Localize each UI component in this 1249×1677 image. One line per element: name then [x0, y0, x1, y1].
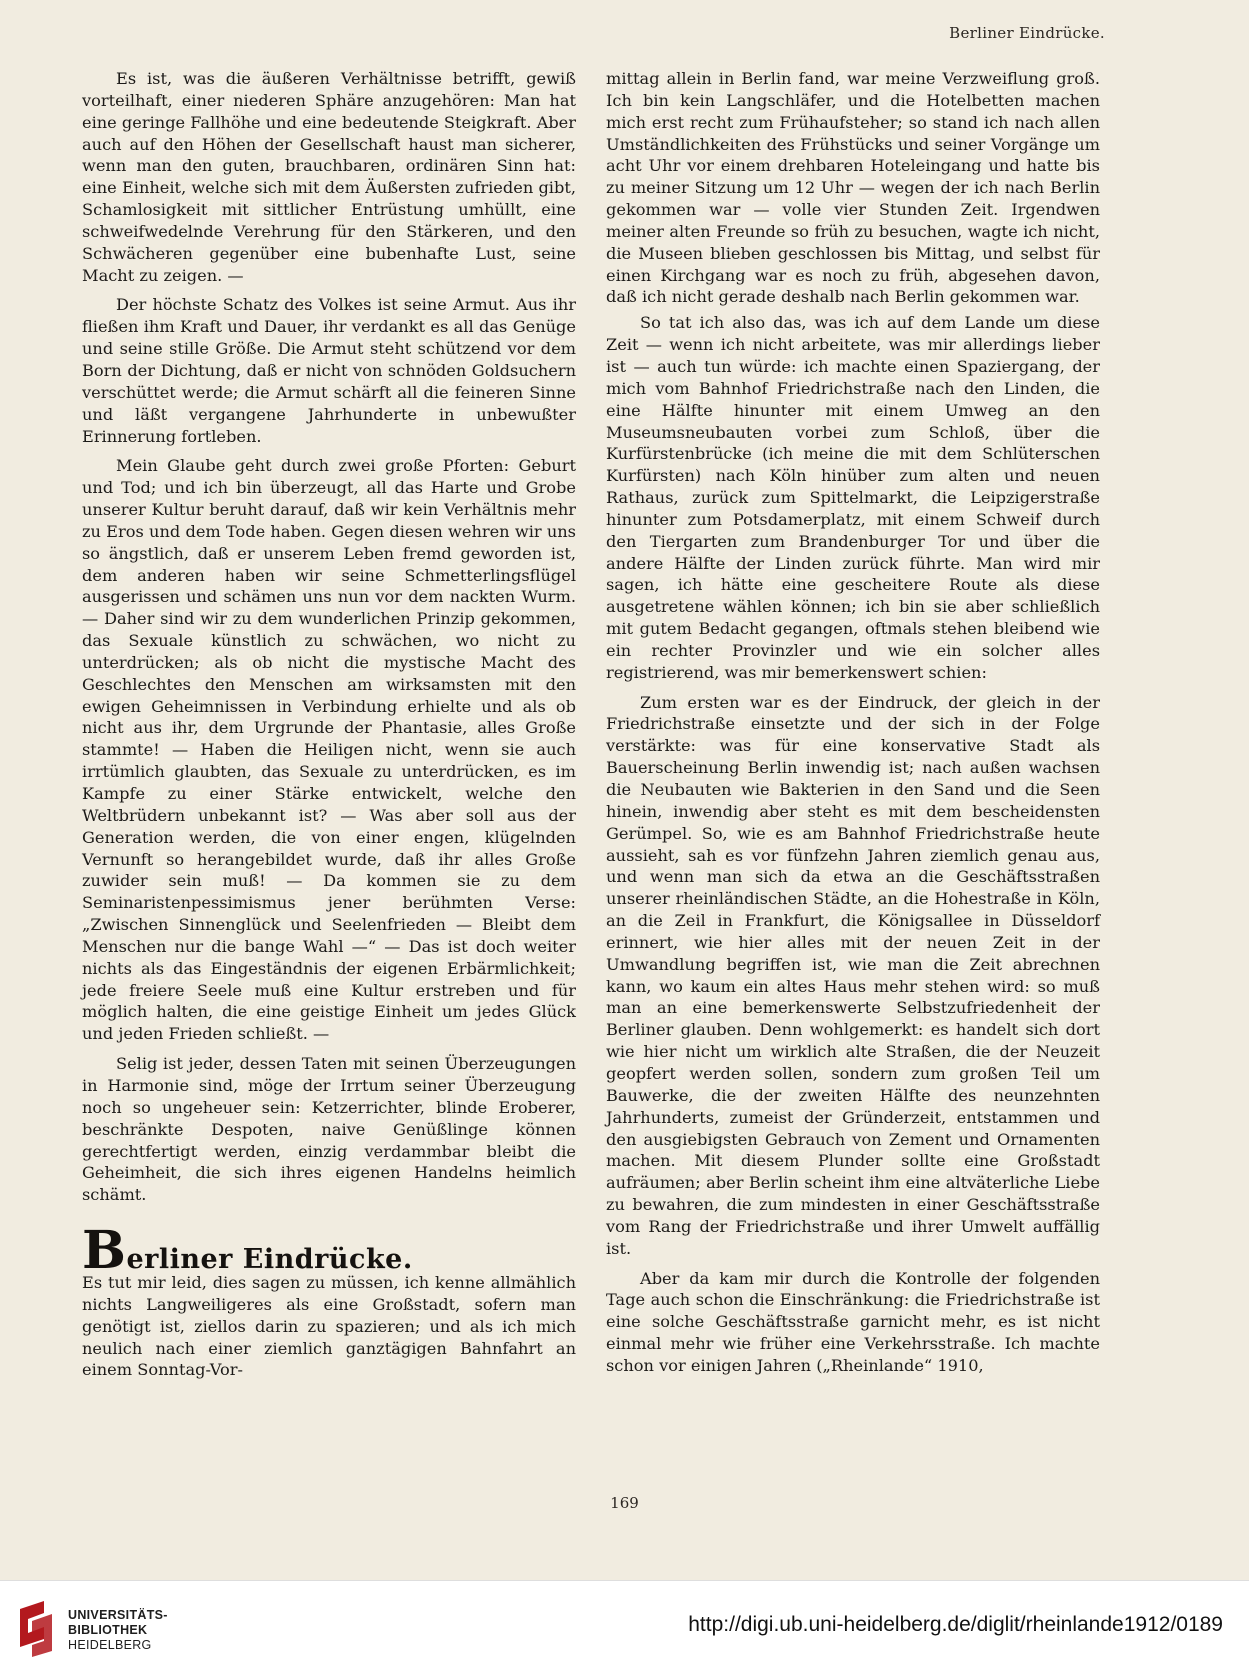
right-column [606, 68, 1100, 1385]
paragraph: Selig ist jeder, dessen Taten mit seinen Überzeugungen in Harmonie sind, möge der Irrtum seiner Überzeugung noch so ungeheuer sein: Ketzerrichter, blinde Eroberer, beschränkte Despoten, naive Genüßlinge können gerechtfertigt werden, einzig verdammbar bleibt die Geheimheit, die sich ihres eigenen Handelns heimlich schämt. [82, 1054, 576, 1205]
paragraph: So tat ich also das, was ich auf dem Lande um diese Zeit — wenn ich nicht arbeitete, was mir allerdings lieber ist — auch tun würde: ich machte einen Spaziergang, der mich vom Bahnhof Friedrichstraße nach den Linden, die eine Hälfte hinunter mit einem Umweg an den Museumsneubauten vorbei zum Schloß, über die Kurfürstenbrücke (ich meine die mit dem Schlüterschen Kurfürsten) nach Köln hinüber zum alten und neuen Rathaus, zurück zum Spittelmarkt, die Leipzigerstraße hinunter zum Potsdamerplatz, mit einem Schweif durch den Tiergarten zum Brandenburger Tor und über die andere Hälfte der Linden zurück führte. Man wird mir sagen, ich hätte eine gescheitere Route als diese ausgetretene wählen können; ich bin sie aber schließlich mit gutem Bedacht gegangen, oftmals stehen bleibend wie ein rechter Provinzler und wie ein solcher alles registrierend, was mir bemerkenswert schien: [606, 313, 1100, 682]
library-name [68, 1608, 168, 1653]
paragraph: Mein Glaube geht durch zwei große Pforten: Geburt und Tod; und ich bin überzeugt, all das Harte und Grobe unserer Kultur beruht darauf, daß wir kein Verhältnis mehr zu Eros und dem Tode haben. Gegen diesen wehren wir uns so ängstlich, daß er unserem Leben fremd geworden ist, dem anderen haben wir seine Schmetterlingsflügel ausgerissen und schämen uns nun vor dem nackten Wurm. — Daher sind wir zu dem wunderlichen Prinzip gekommen, das Sexuale künstlich zu schwächen, wo nicht zu unterdrücken; als ob nicht die mystische Macht des Geschlechtes den Menschen am wirksamsten mit den ewigen Geheimnissen in Verbindung erhielte und als ob nicht aus ihr, dem Urgrunde der Phantasie, alles Große stammte! — Haben die Heiligen nicht, wenn sie auch irrtümlich glaubten, das Sexuale zu unterdrücken, es im Kampfe zu einer Stärke entwickelt, welche den Weltbrüdern unbekannt ist? — Was aber soll aus der Generation werden, die von einer engen, klügelnden Vernunft so herangebildet wurde, daß ihr alles Große zuwider sein muß! — Da kommen sie zu dem Seminaristenpessimismus jener berühmten Verse: „Zwischen Sinnenglück und Seelenfrieden — Bleibt dem Menschen nur die bange Wahl —“ — Das ist doch weiter nichts als das Eingeständnis der eigenen Erbärmlichkeit; jede freiere Seele muß eine Kultur erstreben und für möglich halten, die eine geistige Einheit um jedes Glück und jeden Frieden schließt. — [82, 456, 576, 1044]
article-headline [82, 1220, 576, 1282]
page-number: 169 [610, 1494, 639, 1512]
permalink-url[interactable]: http://digi.ub.uni-heidelberg.de/diglit/rheinlande1912/0189 [688, 1613, 1223, 1636]
running-head: Berliner Eindrücke. [949, 24, 1105, 42]
paragraph: mittag allein in Berlin fand, war meine Verzweiflung groß. Ich bin kein Langschläfer, und die Hotelbetten machen mich erst recht zum Frühaufsteher; so stand ich nach allen Umständlichkeiten des Frühstücks und seiner Vorgänge um acht Uhr vor einem drehbaren Hoteleingang und hatte bis zu meiner Sitzung um 12 Uhr — wegen der ich nach Berlin gekommen war — volle vier Stunden Zeit. Irgendwen meiner alten Freunde so früh zu besuchen, wagte ich nicht, die Museen blieben geschlossen bis Mittag, und selbst für einen Kirchgang war es noch zu früh, abgesehen davon, daß ich nicht gerade deshalb nach Berlin gekommen war. [606, 69, 1100, 307]
viewer-footer [0, 1580, 1249, 1677]
paragraph: Der höchste Schatz des Volkes ist seine Armut. Aus ihr fließen ihm Kraft und Dauer, ihr verdankt es all das Genüge und seine stille Größe. Die Armut steht schützend vor dem Born der Dichtung, daß er nicht von schnöden Goldsuchern verschüttet werde; die Armut schärft all die feineren Sinne und läßt vergangene Jahrhunderte in unbewußter Erinnerung fortleben. [82, 295, 576, 446]
library-line-3: HEIDELBERG [68, 1638, 152, 1652]
left-column [82, 68, 576, 1389]
article-opening: Es tut mir leid, dies sagen zu müssen, ich kenne allmählich nichts Langweiligeres als eine Großstadt, sofern man genötigt ist, ziellos darin zu spazieren; und als ich mich neulich nach einer ziemlich ganztägigen Bahnfahrt an einem Sonntag-Vor- [82, 1273, 576, 1380]
headline-text: erliner Eindrücke. [126, 1244, 413, 1276]
headline-initial: B [82, 1220, 127, 1282]
library-line-1: UNIVERSITÄTS- [68, 1608, 168, 1622]
paragraph: Zum ersten war es der Eindruck, der gleich in der Friedrichstraße einsetzte und der sich in der Folge verstärkte: was für eine konservative Stadt als Bauerscheinung Berlin inwendig ist; nach außen wachsen die Neubauten wie Bakterien in den Sand und die Seen hinein, inwendig aber steht es mit dem bescheidensten Gerümpel. So, wie es am Bahnhof Friedrichstraße heute aussieht, sah es vor fünfzehn Jahren ziemlich genau aus, und wenn man sich da etwa an die Geschäftsstraßen unserer rheinländischen Städte, an die Hohestraße in Köln, an die Zeil in Frankfurt, die Königsallee in Düsseldorf erinnert, wie hier alles mit der neuen Zeit in der Umwandlung begriffen ist, wie man die Zeit abrechnen kann, wo kaum ein altes Haus mehr stehen wird: so muß man an eine bemerkenswerte Selbstzufriedenheit der Berliner glauben. Denn wohlgemerkt: es handelt sich dort wie hier nicht um wirklich alte Straßen, die der Neuzeit geopfert werden sollen, sondern zum großen Teil um Bauwerke, die der zweiten Hälfte des neunzehnten Jahrhunderts, zumeist der Gründerzeit, entstammen und den ausgiebigsten Gebrauch von Zement und Ornamenten machen. Mit diesem Plunder sollte eine Großstadt aufräumen; aber Berlin scheint ihm eine altväterliche Liebe zu bewahren, die zum mindesten in einer Geschäftsstraße vom Rang der Friedrichstraße und ihrer Umwelt auffällig ist. [606, 692, 1100, 1258]
library-line-2: BIBLIOTHEK [68, 1623, 148, 1637]
paragraph: Es ist, was die äußeren Verhältnisse betrifft, gewiß vorteilhaft, einer niederen Sphäre anzugehören: Man hat eine geringe Fallhöhe und eine bedeutende Steigkraft. Aber auch auf den Höhen der Gesellschaft haust man sicherer, wenn man den guten, brauchbaren, ordinären Sinn hat: eine Einheit, welche sich mit dem Äußersten zufrieden gibt, Schamlosigkeit mit sittlicher Entrüstung umhüllt, eine schweifwedelnde Verehrung für den Stärkeren, und den Schwächeren gegenüber eine bubenhafte Lust, seine Macht zu zeigen. — [82, 69, 576, 285]
article-headline-block [82, 1220, 576, 1381]
paragraph: Aber da kam mir durch die Kontrolle der folgenden Tage auch schon die Einschränkung: die Friedrichstraße ist eine solche Geschäftsstraße garnicht mehr, es ist nicht einmal mehr wie früher eine Verkehrsstraße. Ich machte schon vor einigen Jahren („Rheinlande“ 1910, [606, 1268, 1100, 1375]
library-logo-icon [14, 1599, 58, 1657]
